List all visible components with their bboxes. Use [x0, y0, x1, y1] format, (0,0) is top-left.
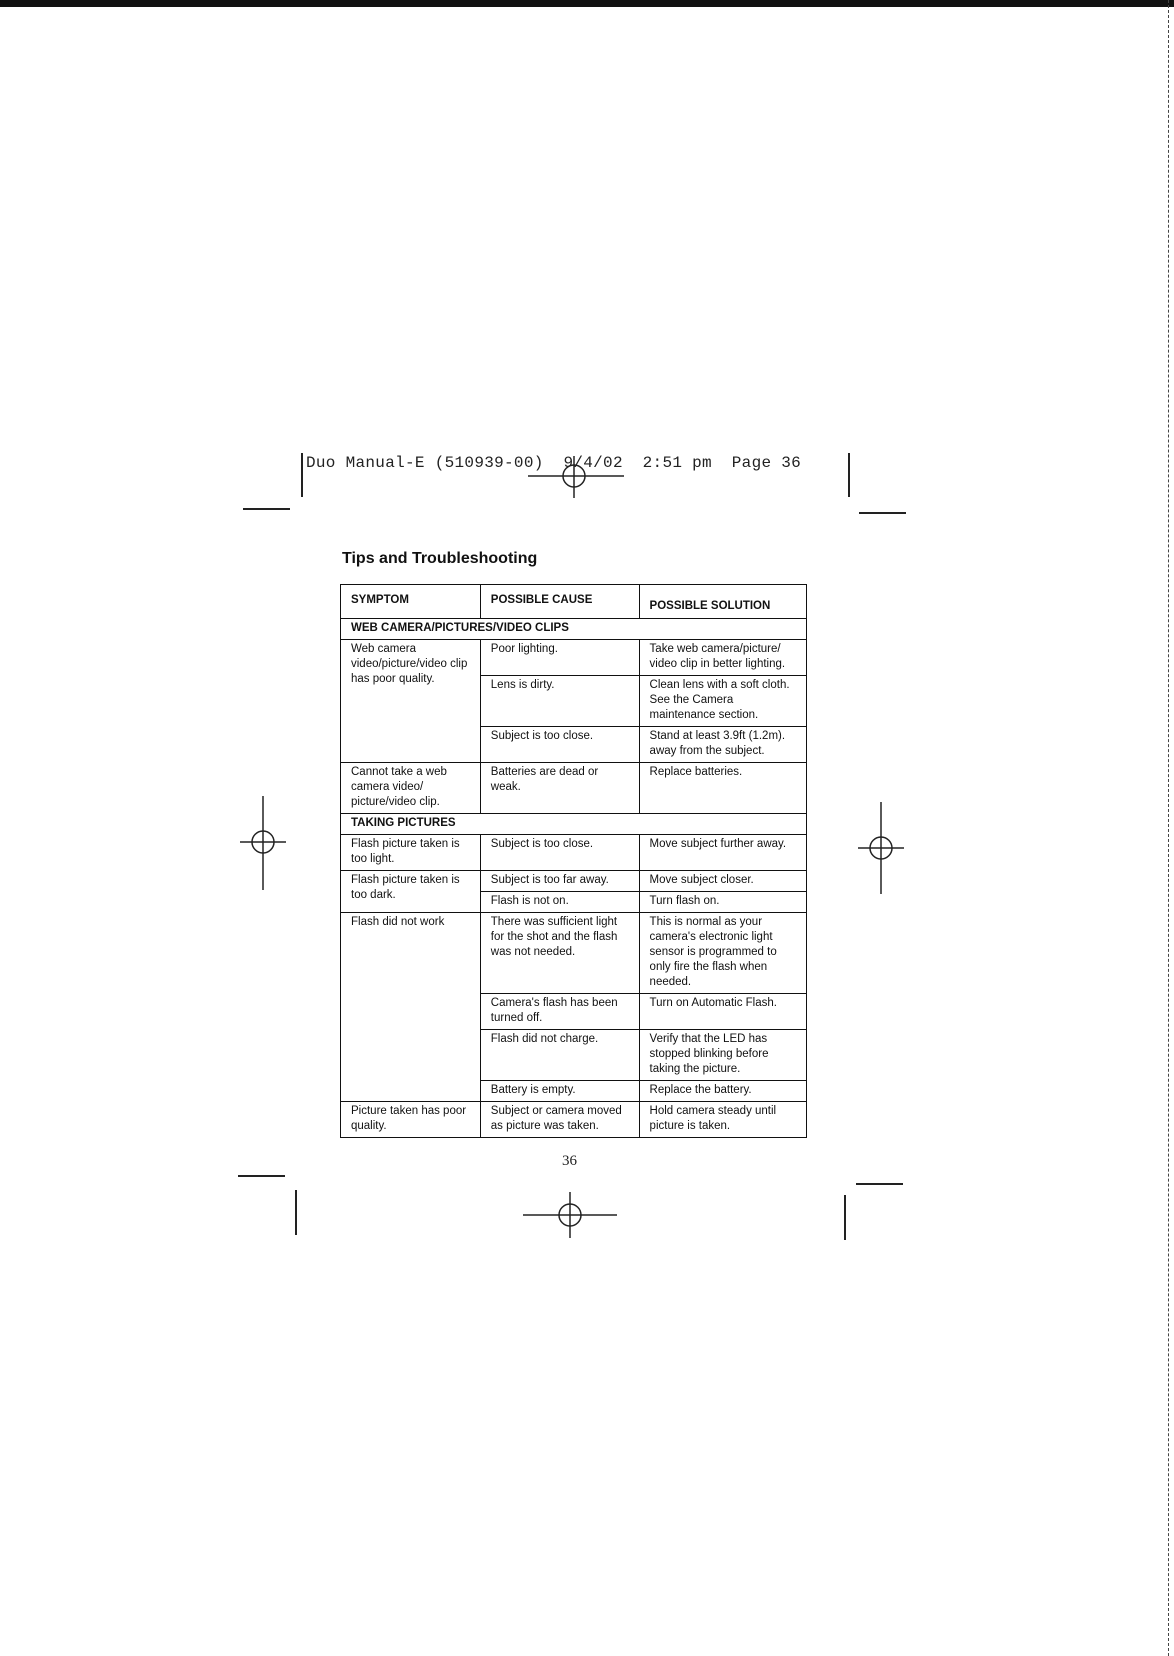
cause-cell: Lens is dirty. [480, 676, 639, 727]
cause-cell: Poor lighting. [480, 640, 639, 676]
top-scan-border [0, 0, 1174, 7]
solution-cell: Replace the battery. [639, 1081, 806, 1102]
cause-cell: Batteries are dead or weak. [480, 763, 639, 814]
registration-mark-left [240, 796, 286, 890]
header-symptom: SYMPTOM [341, 585, 481, 619]
registration-mark-bottom [523, 1192, 617, 1238]
cause-cell: Battery is empty. [480, 1081, 639, 1102]
section-title: WEB CAMERA/PICTURES/VIDEO CLIPS [341, 619, 807, 640]
symptom-cell: Cannot take a web camera video/ picture/video clip. [341, 763, 481, 814]
symptom-cell: Flash picture taken is too light. [341, 835, 481, 871]
cause-cell: Subject is too close. [480, 835, 639, 871]
symptom-cell: Flash did not work [341, 913, 481, 1102]
right-scan-edge [1168, 0, 1170, 1656]
solution-cell: Verify that the LED has stopped blinking before taking the picture. [639, 1030, 806, 1081]
symptom-cell: Picture taken has poor quality. [341, 1102, 481, 1138]
solution-cell: Hold camera steady until picture is taken. [639, 1102, 806, 1138]
cause-cell: Subject is too close. [480, 727, 639, 763]
solution-cell: Replace batteries. [639, 763, 806, 814]
solution-cell: Move subject further away. [639, 835, 806, 871]
cause-cell: Flash did not charge. [480, 1030, 639, 1081]
table-row [341, 640, 807, 676]
header-solution: POSSIBLE SOLUTION [639, 585, 806, 619]
table-row [341, 913, 807, 994]
crop-mark [859, 512, 906, 514]
symptom-cell: Flash picture taken is too dark. [341, 871, 481, 913]
table-row [341, 871, 807, 892]
table-header-row [341, 585, 807, 619]
solution-cell: Turn on Automatic Flash. [639, 994, 806, 1030]
table-row [341, 1102, 807, 1138]
cause-cell: Subject or camera moved as picture was taken. [480, 1102, 639, 1138]
cause-cell: There was sufficient light for the shot and the flash was not needed. [480, 913, 639, 994]
crop-mark [844, 1195, 846, 1240]
crop-mark [856, 1183, 903, 1185]
solution-cell: Take web camera/picture/ video clip in better lighting. [639, 640, 806, 676]
solution-cell: Clean lens with a soft cloth. See the Camera maintenance section. [639, 676, 806, 727]
section-title: TAKING PICTURES [341, 814, 807, 835]
header-cause: POSSIBLE CAUSE [480, 585, 639, 619]
solution-cell: Turn flash on. [639, 892, 806, 913]
crop-mark [295, 1190, 297, 1235]
print-slug: Duo Manual-E (510939-00) 9/4/02 2:51 pm Page 36 [306, 454, 802, 472]
troubleshooting-table [340, 584, 807, 1138]
registration-mark-top [528, 456, 624, 498]
page-number: 36 [562, 1153, 577, 1169]
section-heading: Tips and Troubleshooting [342, 550, 538, 567]
crop-mark [301, 453, 303, 497]
symptom-cell: Web camera video/picture/video clip has poor quality. [341, 640, 481, 763]
crop-mark [243, 508, 290, 510]
cause-cell: Subject is too far away. [480, 871, 639, 892]
solution-cell: Stand at least 3.9ft (1.2m). away from the subject. [639, 727, 806, 763]
cause-cell: Flash is not on. [480, 892, 639, 913]
table-row [341, 835, 807, 871]
table-row [341, 763, 807, 814]
solution-cell: This is normal as your camera's electronic light sensor is programmed to only fire the flash when needed. [639, 913, 806, 994]
crop-mark [848, 453, 850, 497]
crop-mark [238, 1175, 285, 1177]
registration-mark-right [858, 802, 904, 894]
cause-cell: Camera's flash has been turned off. [480, 994, 639, 1030]
section-row [341, 619, 807, 640]
section-row [341, 814, 807, 835]
solution-cell: Move subject closer. [639, 871, 806, 892]
